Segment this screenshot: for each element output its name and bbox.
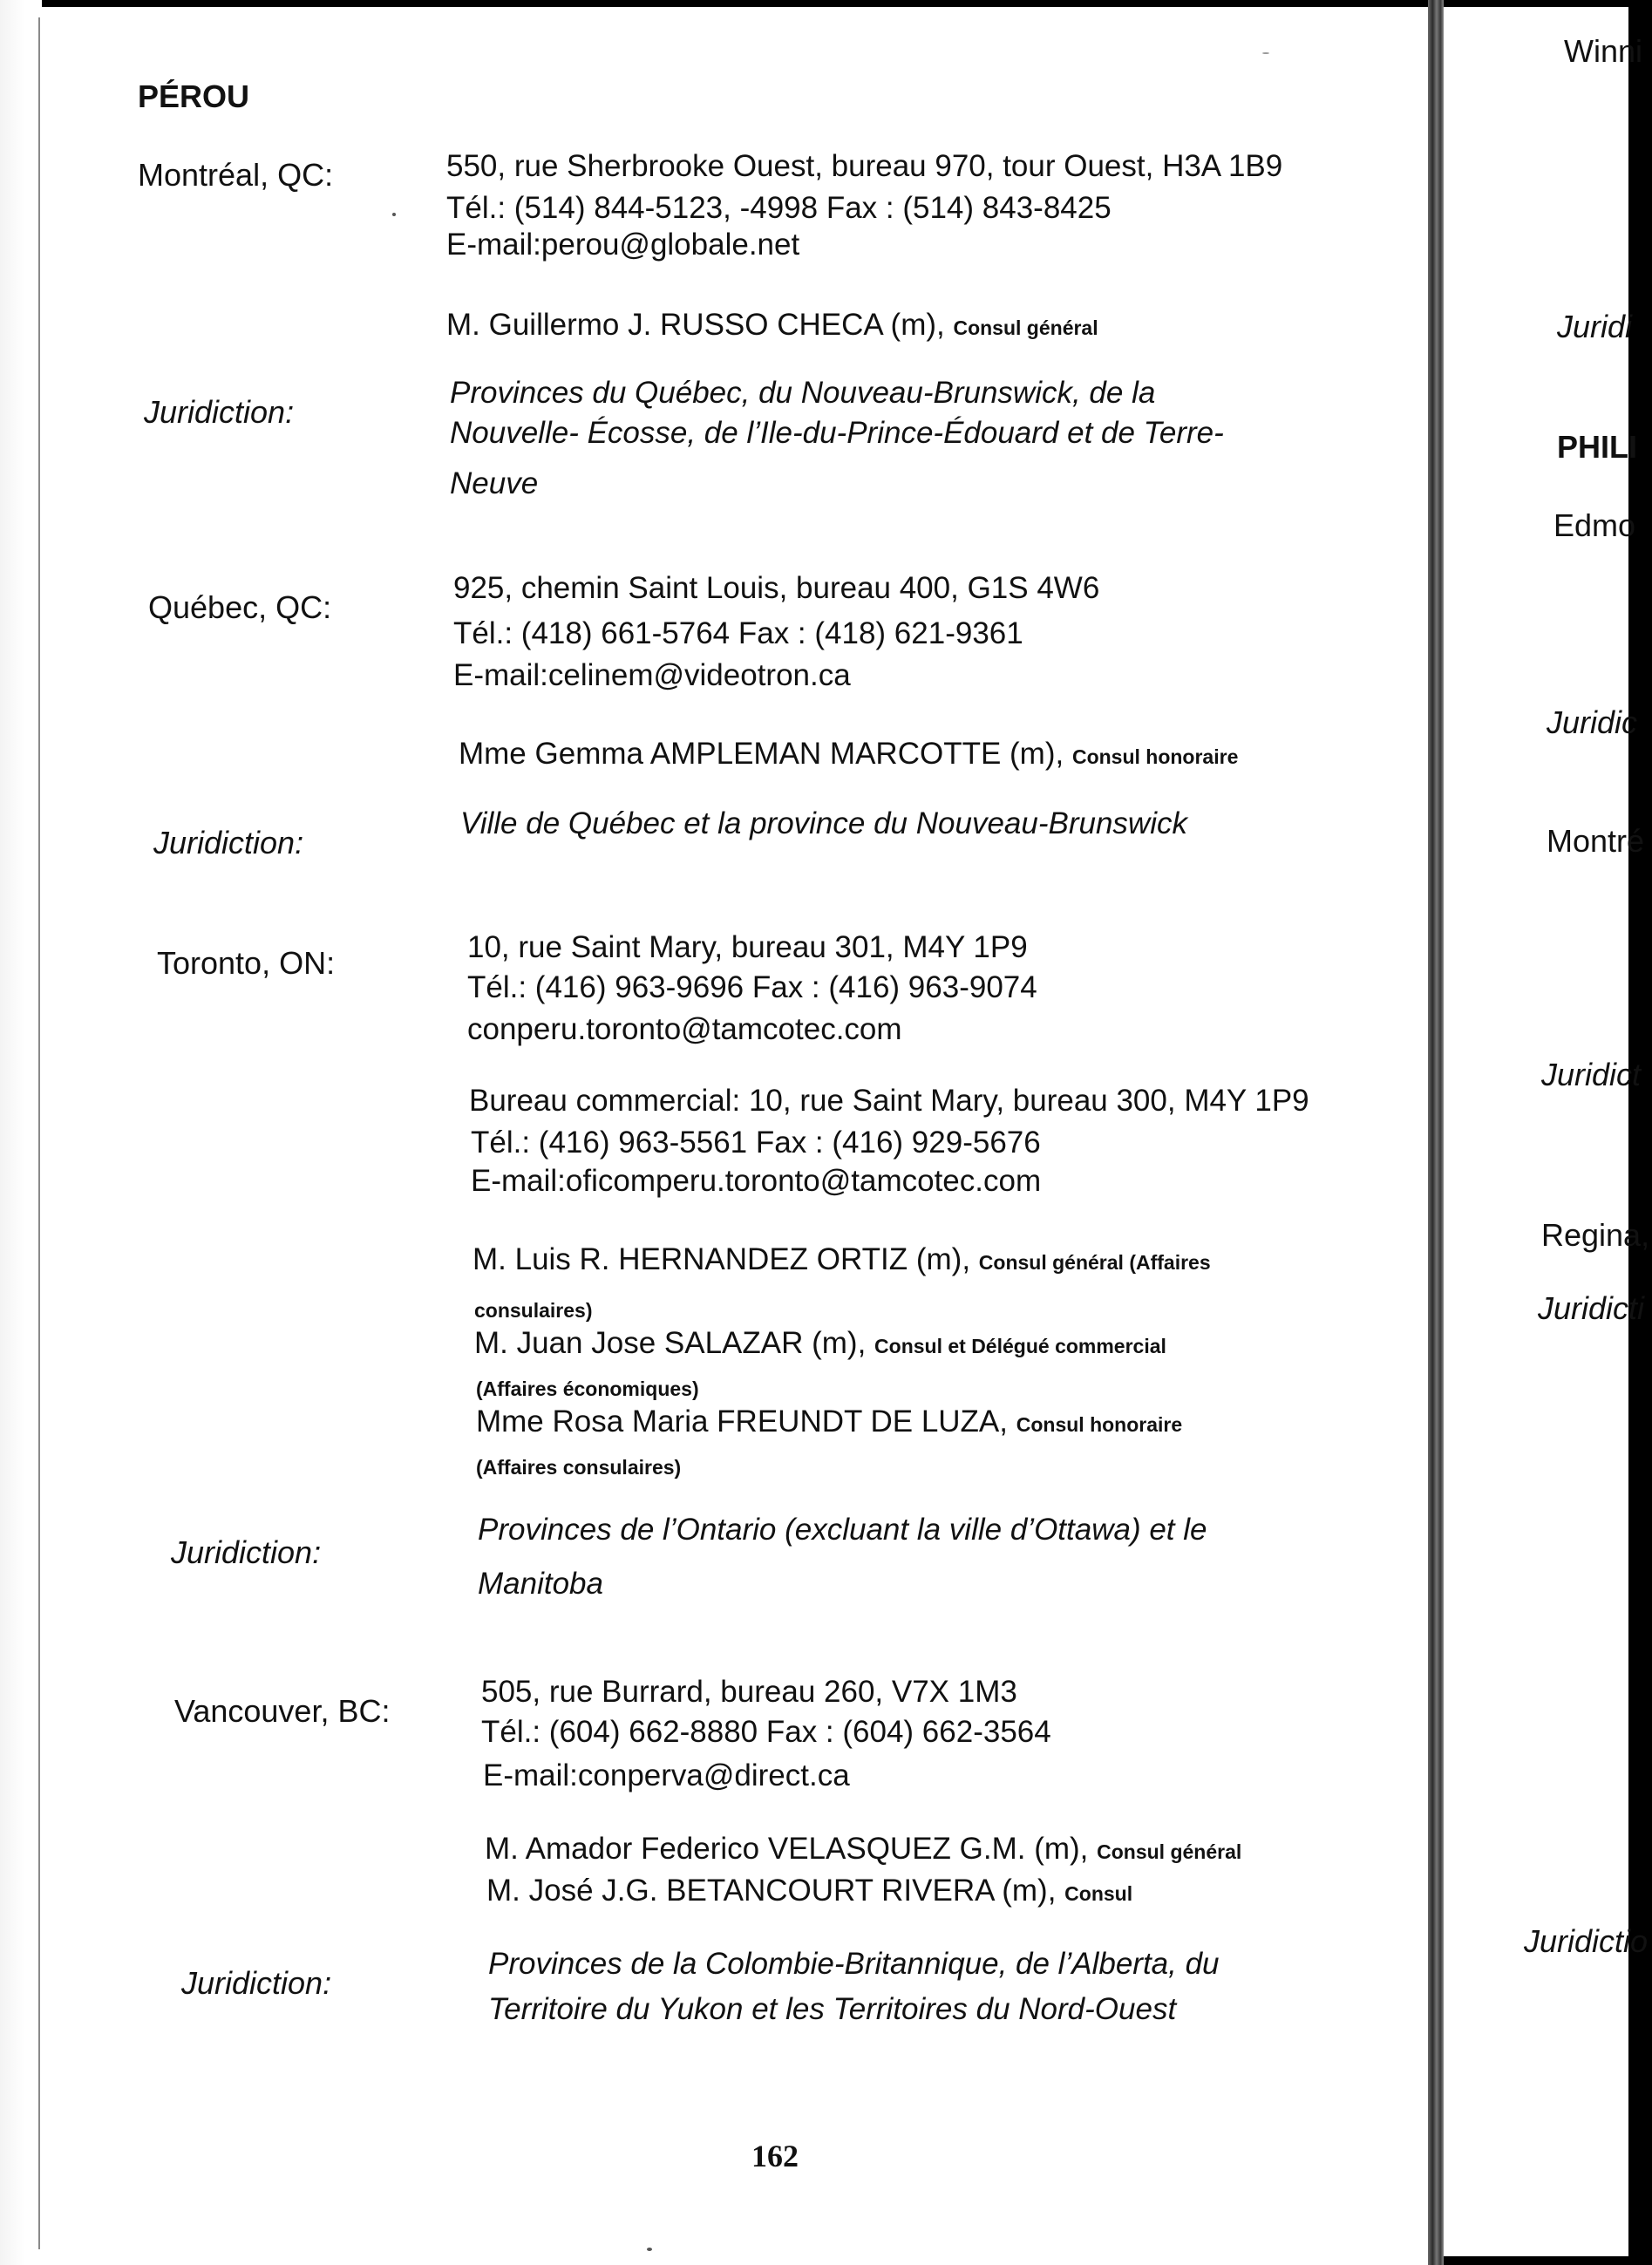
facing-page-fragment [1444,0,1650,2265]
jurisdiction-text: Territoire du Yukon et les Territoires du Nord-Ouest [488,1992,1177,2026]
official-title: Consul [1064,1882,1133,1905]
city-label-vancouver: Vancouver, BC: [174,1693,391,1729]
address-line: 925, chemin Saint Louis, bureau 400, G1S 4W6 [453,571,1100,605]
jurisdiction-text: Provinces du Québec, du Nouveau-Brunswick, de la [450,376,1156,410]
official-entry [486,1869,1132,1915]
city-label-montreal: Montréal, QC: [138,157,334,193]
jurisdiction-text: Ville de Québec et la province du Nouveau-Brunswick [460,806,1187,840]
scan-top-border [0,0,1652,7]
official-title-continued: consulaires) [474,1299,593,1322]
address-line: 550, rue Sherbrooke Ouest, bureau 970, tour Ouest, H3A 1B9 [446,149,1283,183]
email-line: E-mail:conperva@direct.ca [483,1758,850,1792]
phone-fax-line: Tél.: (514) 844-5123, -4998 Fax : (514) 843-8425 [446,191,1112,225]
facing-page-text: Juridic [1547,704,1638,740]
official-entry [485,1827,1241,1874]
official-name: M. Amador Federico VELASQUEZ G.M. (m), [485,1832,1089,1866]
city-label-toronto: Toronto, ON: [157,945,336,981]
scan-left-edge-line [38,17,40,2249]
official-title: Consul honoraire [1016,1413,1183,1436]
official-title: Consul général [953,316,1098,339]
official-entry [474,1322,1166,1368]
official-name: M. José J.G. BETANCOURT RIVERA (m), [486,1874,1057,1908]
phone-fax-line: Tél.: (416) 963-9696 Fax : (416) 963-9074 [467,970,1037,1004]
official-entry [476,1400,1182,1446]
scan-speck [1262,52,1269,54]
jurisdiction-text: Manitoba [478,1567,603,1601]
scan-left-margin [0,0,42,2265]
facing-page-text: Juridictio [1524,1923,1649,1959]
official-name: M. Juan Jose SALAZAR (m), [474,1326,867,1360]
facing-page-text: Montré [1547,823,1645,859]
address-line: 505, rue Burrard, bureau 260, V7X 1M3 [481,1675,1017,1709]
official-entry [446,303,1098,350]
facing-page-text: Winni [1564,33,1643,69]
phone-fax-line: Tél.: (418) 661-5764 Fax : (418) 621-9361 [453,616,1023,650]
email-line: conperu.toronto@tamcotec.com [467,1012,902,1046]
address-line: 10, rue Saint Mary, bureau 301, M4Y 1P9 [467,930,1028,964]
jurisdiction-label: Juridiction: [171,1534,322,1570]
official-name: Mme Gemma AMPLEMAN MARCOTTE (m), [459,737,1064,771]
email-line: E-mail:perou@globale.net [446,228,800,262]
jurisdiction-label: Juridiction: [144,394,295,430]
official-title-continued: (Affaires consulaires) [476,1456,682,1479]
jurisdiction-label: Juridiction: [181,1965,332,2001]
book-spine-shadow [1428,0,1444,2265]
page-number: 162 [751,2139,799,2173]
official-title: Consul honoraire [1071,745,1239,768]
city-label-quebec: Québec, QC: [148,589,332,625]
email-line: E-mail:celinem@videotron.ca [453,658,851,692]
facing-page-text: Regina, [1541,1217,1650,1253]
official-title: Consul général (Affaires [978,1251,1211,1274]
facing-page-text: Edmo [1553,507,1636,543]
commercial-office-line: Bureau commercial: 10, rue Saint Mary, bureau 300, M4Y 1P9 [469,1084,1309,1118]
country-heading: PÉROU [138,78,250,114]
jurisdiction-text: Provinces de l’Ontario (excluant la ville d’Ottawa) et le [478,1513,1207,1547]
facing-page-text: Juridi [1557,309,1633,344]
official-title: Consul et Délégué commercial [874,1335,1166,1357]
official-title-continued: (Affaires économiques) [476,1377,699,1400]
official-entry [472,1238,1211,1284]
scan-speck [392,213,396,216]
scan-speck [647,2248,652,2251]
jurisdiction-label: Juridiction: [153,825,304,860]
email-line: E-mail:oficomperu.toronto@tamcotec.com [471,1164,1042,1198]
facing-page-text: PHILI [1557,429,1638,465]
jurisdiction-text: Provinces de la Colombie-Britannique, de l’Alberta, du [488,1947,1220,1981]
official-title: Consul général [1097,1840,1242,1863]
jurisdiction-text: Nouvelle- Écosse, de l’Ile-du-Prince-Édouard et de Terre- [450,416,1224,450]
phone-fax-line: Tél.: (416) 963-5561 Fax : (416) 929-5676 [471,1126,1041,1160]
facing-page-text: Juridicti [1538,1290,1645,1326]
official-name: M. Guillermo J. RUSSO CHECA (m), [446,308,945,342]
official-entry [459,732,1238,779]
jurisdiction-text: Neuve [450,466,539,500]
official-name: Mme Rosa Maria FREUNDT DE LUZA, [476,1405,1009,1439]
phone-fax-line: Tél.: (604) 662-8880 Fax : (604) 662-3564 [481,1715,1051,1749]
official-name: M. Luis R. HERNANDEZ ORTIZ (m), [472,1242,971,1276]
facing-page-text: Juridict [1541,1057,1642,1092]
